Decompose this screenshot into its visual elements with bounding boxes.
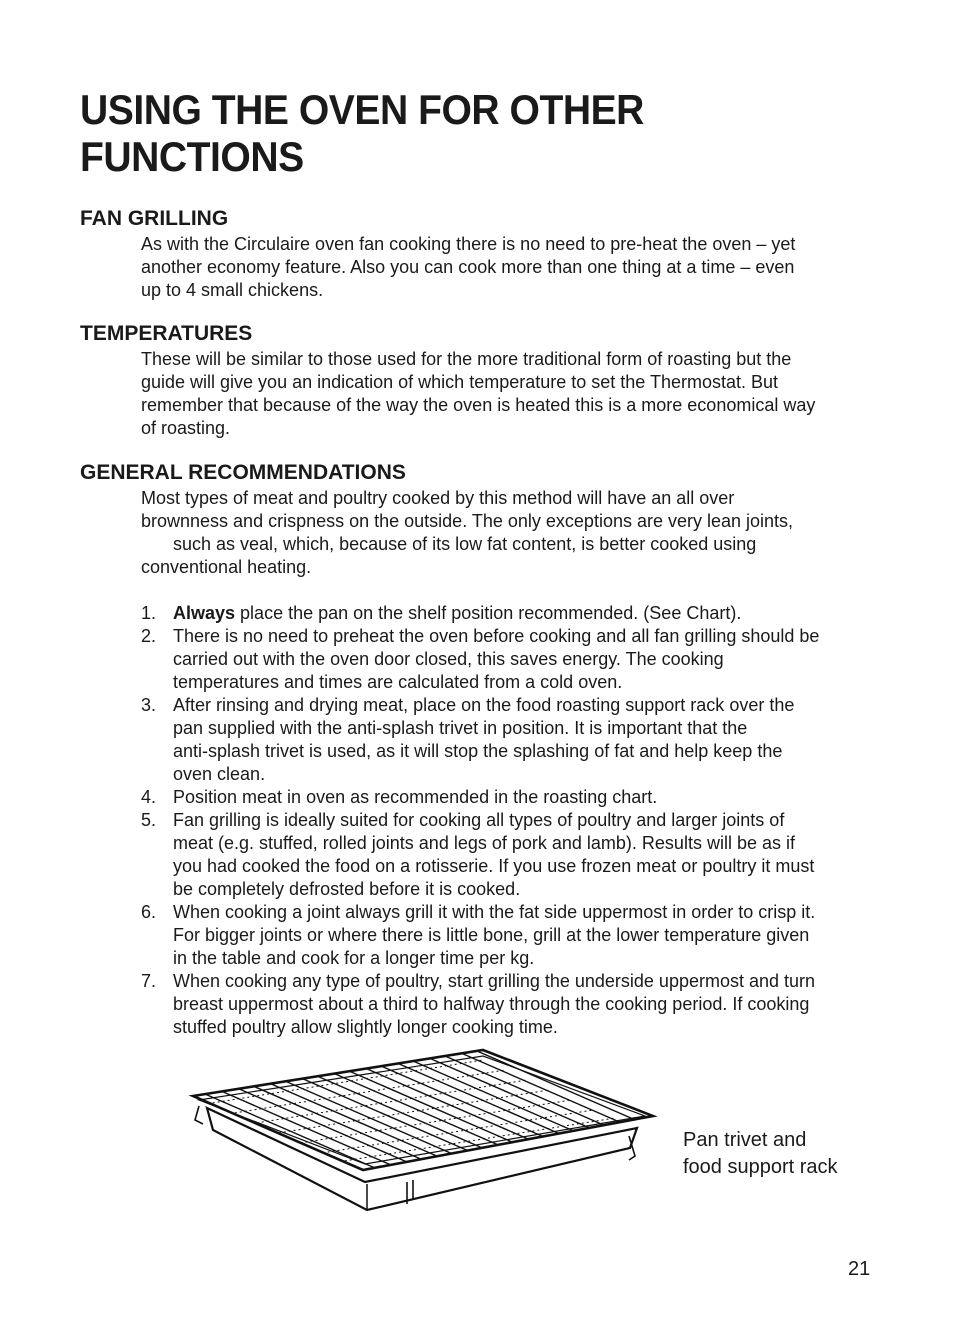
page-number: 21: [848, 1258, 871, 1280]
section-body-fan-grilling: [141, 233, 881, 302]
paragraph-line: These will be similar to those used for the more traditional form of roasting but the: [141, 349, 792, 369]
paragraph-line: of roasting.: [141, 418, 231, 438]
section-body-general-recommendations: [141, 487, 881, 579]
list-item-line: meat (e.g. stuffed, rolled joints and legs of pork and lamb). Results will be as if: [173, 833, 795, 853]
list-item-number: 5.: [141, 810, 157, 830]
page-title-line-1: USING THE OVEN FOR OTHER: [80, 86, 644, 133]
list-item-line: temperatures and times are calculated from a cold oven.: [173, 672, 623, 692]
list-item: [141, 694, 881, 786]
list-item-number: 4.: [141, 787, 157, 807]
list-item-line: you had cooked the food on a rotisserie. If you use frozen meat or poultry it must: [173, 856, 815, 876]
list-item-line: be completely defrosted before it is cooked.: [173, 879, 521, 899]
list-item-line: After rinsing and drying meat, place on the food roasting support rack over the: [173, 695, 795, 715]
list-item-line: in the table and cook for a longer time per kg.: [173, 948, 535, 968]
recommendations-list: [141, 602, 881, 1039]
list-item-line: anti-splash trivet is used, as it will stop the splashing of fat and help keep the: [173, 741, 783, 761]
paragraph-line: guide will give you an indication of which temperature to set the Thermostat. But: [141, 372, 779, 392]
paragraph-line: another economy feature. Also you can cook more than one thing at a time – even: [141, 257, 795, 277]
list-item-bold-text: Always: [173, 603, 236, 623]
list-item-text: place the pan on the shelf position recommended. (See Chart).: [235, 603, 742, 623]
page-title: [80, 86, 824, 180]
list-item-line: When cooking a joint always grill it with the fat side uppermost in order to crisp it.: [173, 902, 816, 922]
list-item-line: For bigger joints or where there is little bone, grill at the lower temperature given: [173, 925, 810, 945]
list-item-number: 3.: [141, 695, 157, 715]
roasting-pan-rack-icon: [185, 1044, 660, 1214]
list-item-number: 7.: [141, 971, 157, 991]
list-item: [141, 625, 881, 694]
figure-caption: [683, 1127, 838, 1181]
section-heading-general-recommendations: GENERAL RECOMMENDATIONS: [80, 461, 406, 484]
list-item-line: [173, 602, 881, 625]
list-item-number: 2.: [141, 626, 157, 646]
list-item-line: breast uppermost about a third to halfway through the cooking period. If cooking: [173, 994, 810, 1014]
list-item: [141, 809, 881, 901]
rack-handle-left: [195, 1106, 203, 1124]
paragraph-line: up to 4 small chickens.: [141, 280, 324, 300]
list-item-line: There is no need to preheat the oven before cooking and all fan grilling should be: [173, 626, 820, 646]
paragraph-line: As with the Circulaire oven fan cooking there is no need to pre-heat the oven – yet: [141, 234, 796, 254]
list-item-line: When cooking any type of poultry, start grilling the underside uppermost and turn: [173, 971, 816, 991]
list-item-line: Fan grilling is ideally suited for cooking all types of poultry and larger joints of: [173, 810, 785, 830]
paragraph-line: Most types of meat and poultry cooked by this method will have an all over: [141, 488, 735, 508]
paragraph-line: conventional heating.: [141, 557, 312, 577]
list-item-line: carried out with the oven door closed, this saves energy. The cooking: [173, 649, 724, 669]
paragraph-line: remember that because of the way the oven is heated this is a more economical way: [141, 395, 816, 415]
list-item: [141, 970, 881, 1039]
paragraph-line: such as veal, which, because of its low fat content, is better cooked using: [173, 534, 757, 554]
list-item: [141, 602, 881, 625]
section-heading-fan-grilling: FAN GRILLING: [80, 207, 229, 230]
list-item-number: 6.: [141, 902, 157, 922]
page-title-line-2: FUNCTIONS: [80, 133, 304, 180]
list-item: [141, 786, 881, 809]
list-item-line: oven clean.: [173, 764, 266, 784]
section-body-temperatures: [141, 348, 881, 440]
figure-caption-line-1: Pan trivet and: [683, 1129, 807, 1151]
list-item-line: stuffed poultry allow slightly longer cooking time.: [173, 1017, 558, 1037]
list-item-line: Position meat in oven as recommended in the roasting chart.: [173, 787, 658, 807]
list-item-number: 1.: [141, 603, 157, 623]
section-heading-temperatures: TEMPERATURES: [80, 322, 253, 345]
list-item-line: pan supplied with the anti-splash trivet in position. It is important that the: [173, 718, 748, 738]
paragraph-line: brownness and crispness on the outside. The only exceptions are very lean joints,: [141, 511, 794, 531]
figure-caption-line-2: food support rack: [683, 1156, 838, 1178]
list-item: [141, 901, 881, 970]
